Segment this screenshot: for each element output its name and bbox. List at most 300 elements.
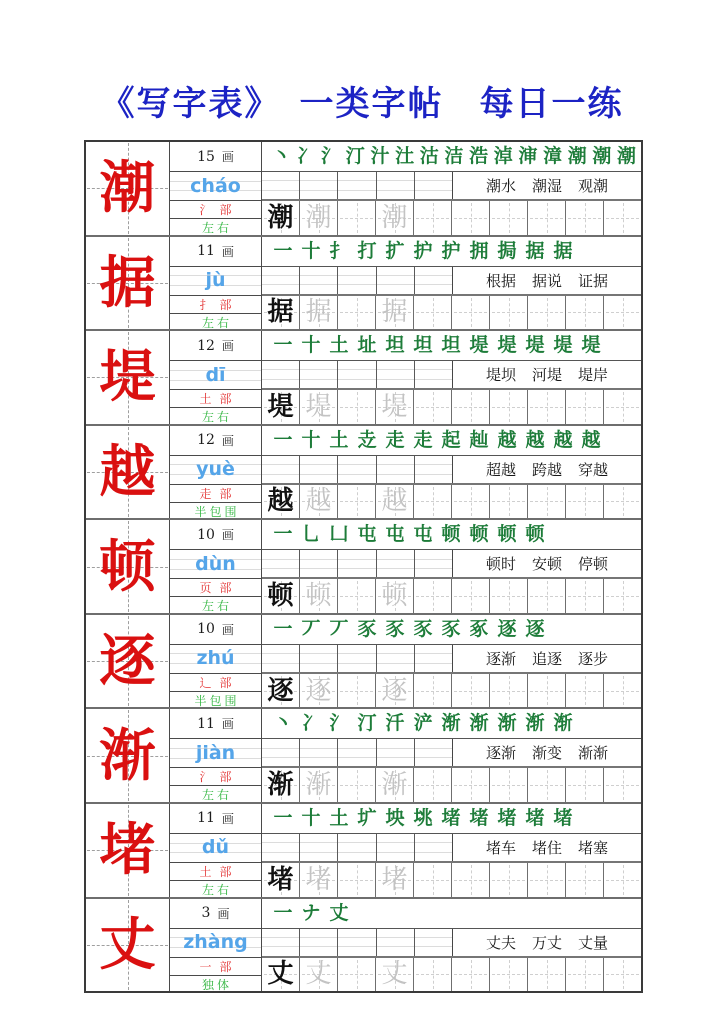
pinyin-practice-cell [415, 361, 452, 388]
stroke-step: 一 [273, 239, 293, 262]
pinyin-practice-cells [262, 361, 453, 388]
practice-cell [338, 485, 376, 519]
example-word: 逐步 [578, 649, 609, 668]
pinyin-and-words-row [262, 456, 641, 485]
practice-cell [300, 674, 338, 708]
info-column [170, 615, 262, 708]
practice-cell [376, 958, 414, 992]
stroke-step: 顿 [441, 523, 461, 546]
structure-label: 半包围 [194, 504, 240, 519]
pinyin-practice-cell [262, 456, 300, 483]
pinyin-practice-cell [415, 834, 452, 861]
stroke-step: 沽 [419, 145, 439, 167]
stroke-step: 丶 [271, 145, 291, 167]
practice-cell [262, 958, 300, 992]
stroke-step: 豕 [357, 617, 377, 640]
stroke-step: 豕 [441, 617, 461, 640]
stroke-count: 11 [197, 243, 215, 260]
stroke-step: 汘 [385, 712, 405, 735]
pinyin-cell [170, 550, 261, 579]
stroke-step: 起 [441, 428, 461, 451]
main-character-cell [86, 899, 170, 992]
pinyin-cell [170, 645, 261, 674]
practice-cell [300, 768, 338, 802]
character-row [86, 613, 641, 708]
example-word: 渐变 [531, 744, 562, 763]
stroke-order-row [262, 899, 641, 929]
pinyin-practice-cells [262, 739, 453, 766]
stroke-step: 堤 [581, 334, 601, 357]
example-word: 丈夫 [485, 933, 516, 952]
practice-cell [376, 390, 414, 424]
main-character-cell [86, 142, 170, 235]
stroke-step: 据 [553, 239, 573, 262]
stroke-step: 渖 [518, 145, 538, 167]
pinyin: jiàn [195, 741, 236, 764]
practice-cell [414, 296, 452, 330]
stroke-order-row [262, 237, 641, 267]
stroke-count: 3 [201, 905, 211, 921]
practice-cell [338, 674, 376, 708]
stroke-step: 屯 [385, 523, 405, 546]
stroke-step: 坱 [385, 806, 405, 829]
practice-section [262, 804, 641, 897]
practice-section [262, 615, 641, 708]
stroke-step: 一 [273, 806, 293, 829]
practice-cell [566, 863, 604, 897]
pinyin-practice-cell [415, 929, 452, 956]
practice-row [262, 958, 641, 992]
trace-character: 丈 [305, 959, 332, 990]
stroke-step: 护 [413, 239, 433, 262]
practice-row [262, 768, 641, 802]
practice-cell [414, 674, 452, 708]
main-character-cell [86, 426, 170, 519]
example-word: 证据 [578, 271, 609, 290]
pinyin-practice-cell [262, 172, 300, 199]
pinyin-practice-cell [377, 267, 415, 294]
stroke-step: 土 [329, 334, 349, 357]
main-character-cell [86, 237, 170, 330]
pinyin-practice-cells [262, 456, 453, 483]
stroke-step: 圹 [357, 806, 377, 829]
main-character-cell [86, 520, 170, 613]
stroke-step: 十 [301, 428, 321, 451]
practice-cell [604, 674, 641, 708]
model-character: 顿 [267, 581, 294, 612]
practice-cell [262, 674, 300, 708]
stroke-step: 豕 [413, 617, 433, 640]
structure-label: 左右 [201, 315, 232, 330]
practice-cell [262, 201, 300, 235]
practice-cell [338, 958, 376, 992]
trace-character: 越 [305, 486, 332, 517]
pinyin-cell [170, 834, 261, 863]
stroke-step: 走 [413, 428, 433, 451]
trace-character: 顿 [381, 581, 408, 612]
stroke-step: 冫 [301, 712, 321, 735]
stroke-order-row [262, 142, 641, 172]
practice-cell [376, 674, 414, 708]
stroke-step: 豖 [469, 617, 489, 640]
info-column [170, 899, 262, 992]
stroke-step: 顿 [469, 523, 489, 546]
structure-label: 左右 [201, 882, 232, 897]
stroke-step: 潮 [592, 145, 612, 167]
practice-cell [566, 485, 604, 519]
practice-section [262, 142, 641, 235]
pinyin-practice-cell [300, 456, 338, 483]
stroke-step: 屯 [357, 523, 377, 546]
stroke-step: 挶 [497, 239, 517, 262]
radical-label: 扌部 [170, 296, 261, 314]
practice-cell [262, 768, 300, 802]
stroke-step: 丆 [301, 617, 321, 640]
pinyin-practice-cell [377, 361, 415, 388]
practice-cell [528, 296, 566, 330]
pinyin-practice-cell [262, 361, 300, 388]
trace-character: 堵 [381, 864, 408, 895]
pinyin-cell [170, 456, 261, 485]
structure-label: 左右 [201, 221, 232, 235]
stroke-step: 乚 [301, 523, 321, 546]
practice-cell [566, 674, 604, 708]
example-word: 逐渐 [485, 649, 516, 668]
example-words [453, 739, 641, 766]
pinyin: zhú [196, 647, 235, 670]
stroke-count: 12 [197, 337, 215, 354]
pinyin-practice-cells [262, 550, 453, 577]
practice-cell [376, 296, 414, 330]
character-row [86, 424, 641, 519]
stroke-unit-label: 画 [221, 528, 234, 543]
stroke-unit-label: 画 [221, 433, 234, 448]
practice-cell [528, 485, 566, 519]
stroke-unit-label: 画 [221, 717, 234, 732]
practice-cell [300, 958, 338, 992]
pinyin-practice-cell [377, 172, 415, 199]
pinyin-practice-cell [377, 456, 415, 483]
stroke-step: 堤 [525, 334, 545, 357]
practice-row [262, 201, 641, 235]
stroke-count-cell [170, 615, 261, 645]
stroke-step: 土 [329, 806, 349, 829]
structure-label: 半包围 [194, 693, 240, 708]
pinyin-and-words-row [262, 267, 641, 296]
stroke-step: 淖 [493, 145, 513, 167]
stroke-step: 渐 [469, 712, 489, 735]
example-word: 堵住 [531, 838, 562, 857]
stroke-count-cell [170, 804, 261, 834]
pinyin: zhàng [183, 931, 248, 953]
stroke-step: 氵 [329, 712, 349, 735]
practice-cell [338, 579, 376, 613]
example-words [453, 645, 641, 672]
pinyin-practice-cell [300, 550, 338, 577]
example-word: 堤坝 [485, 366, 516, 385]
model-character: 堵 [267, 864, 294, 895]
practice-cell [528, 768, 566, 802]
practice-cell [528, 958, 566, 992]
example-word: 丈量 [578, 933, 609, 952]
practice-cell [300, 579, 338, 613]
structure-label: 左右 [201, 410, 232, 425]
stroke-step: 渐 [497, 712, 517, 735]
example-word: 渐渐 [578, 744, 609, 763]
practice-cell [528, 201, 566, 235]
stroke-count-cell [170, 520, 261, 550]
stroke-count: 10 [197, 621, 215, 638]
stroke-order-row [262, 615, 641, 645]
pinyin-cell [170, 267, 261, 296]
pinyin-cell [170, 172, 261, 201]
stroke-step: 堵 [525, 806, 545, 829]
trace-character: 据 [381, 297, 408, 328]
example-words [453, 834, 641, 861]
practice-cell [528, 674, 566, 708]
stroke-step: 赱 [357, 428, 377, 451]
practice-cell [452, 863, 490, 897]
trace-character: 潮 [381, 202, 408, 233]
pinyin-and-words-row [262, 172, 641, 201]
main-character: 越 [99, 438, 156, 505]
stroke-step: 打 [357, 239, 377, 262]
character-row [86, 329, 641, 424]
stroke-step: 氵 [321, 145, 341, 167]
example-word: 追逐 [531, 649, 562, 668]
stroke-step: 赸 [469, 428, 489, 451]
stroke-step: 一 [273, 617, 293, 640]
practice-cell [414, 579, 452, 613]
stroke-step: 扌 [329, 239, 349, 262]
stroke-step: 渐 [553, 712, 573, 735]
pinyin-practice-cell [415, 456, 452, 483]
practice-cell [376, 201, 414, 235]
example-word: 河堤 [531, 366, 562, 385]
practice-cell [528, 579, 566, 613]
radical-label: 一部 [170, 958, 261, 976]
stroke-step: 浩 [469, 145, 489, 167]
practice-cell [490, 958, 528, 992]
pinyin-cell [170, 361, 261, 390]
stroke-step: 拥 [469, 239, 489, 262]
practice-cell [452, 768, 490, 802]
pinyin-practice-cell [338, 267, 376, 294]
practice-row [262, 863, 641, 897]
stroke-step: 堵 [441, 806, 461, 829]
pinyin: yuè [196, 458, 235, 481]
pinyin-practice-cells [262, 834, 453, 861]
radical-label: 走部 [170, 485, 261, 503]
stroke-step: 一 [273, 523, 293, 546]
stroke-count: 15 [197, 148, 215, 165]
example-word: 顿时 [485, 555, 516, 574]
practice-cell [490, 390, 528, 424]
trace-character: 渐 [381, 770, 408, 801]
trace-character: 丈 [381, 959, 408, 990]
stroke-count: 11 [197, 810, 215, 827]
practice-cell [566, 768, 604, 802]
practice-cell [604, 863, 641, 897]
info-column [170, 142, 262, 235]
stroke-step: 逐 [497, 617, 517, 640]
stroke-step: 洁 [444, 145, 464, 167]
stroke-step: 丈 [329, 901, 349, 924]
pinyin-practice-cells [262, 929, 453, 956]
practice-row [262, 296, 641, 330]
pinyin-practice-cell [338, 929, 376, 956]
stroke-count: 11 [197, 715, 215, 732]
pinyin-practice-cell [300, 834, 338, 861]
radical-label: 页部 [170, 579, 261, 597]
practice-cell [604, 296, 641, 330]
model-character: 越 [267, 486, 294, 517]
pinyin-practice-cell [338, 834, 376, 861]
stroke-step: 堤 [497, 334, 517, 357]
pinyin-practice-cell [300, 172, 338, 199]
practice-section [262, 709, 641, 802]
practice-cell [262, 485, 300, 519]
structure-label: 左右 [201, 599, 232, 614]
pinyin-practice-cell [262, 739, 300, 766]
stroke-step: 堤 [469, 334, 489, 357]
main-character: 堤 [99, 344, 156, 411]
practice-cell [528, 390, 566, 424]
pinyin-practice-cells [262, 267, 453, 294]
main-character: 渐 [99, 722, 156, 789]
stroke-unit-label: 画 [217, 906, 230, 921]
stroke-step: 逐 [525, 617, 545, 640]
stroke-step: 坦 [413, 334, 433, 357]
stroke-step: 走 [385, 428, 405, 451]
pinyin-practice-cell [377, 645, 415, 672]
character-row [86, 707, 641, 802]
stroke-count-cell [170, 142, 261, 172]
practice-cell [490, 485, 528, 519]
trace-character: 逐 [381, 675, 408, 706]
trace-character: 据 [305, 297, 332, 328]
practice-cell [604, 958, 641, 992]
stroke-step: 丆 [329, 617, 349, 640]
trace-character: 逐 [305, 675, 332, 706]
example-word: 逐渐 [485, 744, 516, 763]
practice-cell [414, 958, 452, 992]
stroke-step: 越 [553, 428, 573, 451]
pinyin-practice-cell [262, 834, 300, 861]
main-character-cell [86, 615, 170, 708]
character-row [86, 142, 641, 235]
pinyin-practice-cell [415, 267, 452, 294]
practice-cell [490, 768, 528, 802]
stroke-step: 漳 [543, 145, 563, 167]
stroke-step: 土 [329, 428, 349, 451]
info-column [170, 331, 262, 424]
radical-label: 土部 [170, 390, 261, 408]
practice-cell [338, 201, 376, 235]
practice-cell [376, 863, 414, 897]
practice-row [262, 579, 641, 613]
example-word: 潮湿 [531, 177, 562, 195]
pinyin-cell [170, 929, 261, 958]
stroke-unit-label: 画 [221, 622, 234, 637]
practice-cell [566, 296, 604, 330]
example-word: 堵塞 [578, 838, 609, 857]
pinyin: jù [205, 269, 226, 292]
pinyin-practice-cell [377, 550, 415, 577]
stroke-step: 堵 [497, 806, 517, 829]
pinyin-practice-cell [300, 929, 338, 956]
stroke-step: 护 [441, 239, 461, 262]
main-character: 逐 [99, 628, 156, 695]
info-column [170, 237, 262, 330]
stroke-step: 垗 [413, 806, 433, 829]
pinyin-and-words-row [262, 361, 641, 390]
character-row [86, 802, 641, 897]
structure-label: 左右 [201, 788, 232, 803]
practice-cell [604, 579, 641, 613]
stroke-order-row [262, 331, 641, 361]
main-character-cell [86, 709, 170, 802]
practice-cell [414, 201, 452, 235]
practice-cell [376, 485, 414, 519]
example-words [453, 267, 641, 294]
stroke-count-cell [170, 426, 261, 456]
pinyin-and-words-row [262, 834, 641, 863]
example-words [453, 172, 641, 199]
stroke-step: 汁 [370, 145, 390, 167]
pinyin-practice-cell [262, 550, 300, 577]
pinyin-practice-cell [377, 834, 415, 861]
stroke-unit-label: 画 [221, 244, 234, 259]
practice-cell [490, 674, 528, 708]
practice-cell [490, 201, 528, 235]
practice-cell [300, 296, 338, 330]
character-practice-table [84, 140, 643, 993]
practice-cell [414, 390, 452, 424]
practice-cell [338, 390, 376, 424]
example-word: 堵车 [485, 838, 516, 857]
example-word: 观潮 [578, 177, 609, 195]
pinyin-practice-cell [377, 929, 415, 956]
stroke-step: 堵 [553, 806, 573, 829]
stroke-step: 越 [497, 428, 517, 451]
practice-cell [414, 768, 452, 802]
pinyin-and-words-row [262, 550, 641, 579]
stroke-step: 潮 [567, 145, 587, 167]
practice-cell [300, 863, 338, 897]
practice-cell [376, 768, 414, 802]
pinyin-practice-cell [415, 645, 452, 672]
stroke-step: 十 [301, 334, 321, 357]
stroke-step: 十 [301, 239, 321, 262]
example-word: 穿越 [578, 460, 609, 479]
stroke-unit-label: 画 [221, 811, 234, 826]
stroke-step: 潮 [617, 145, 637, 167]
pinyin-practice-cell [415, 172, 452, 199]
stroke-step: 汀 [357, 712, 377, 735]
stroke-unit-label: 画 [221, 150, 234, 164]
model-character: 丈 [267, 959, 294, 990]
stroke-step: 扩 [385, 239, 405, 262]
trace-character: 堤 [381, 391, 408, 422]
radical-label: 土部 [170, 863, 261, 881]
stroke-count: 12 [197, 432, 215, 449]
stroke-step: 顿 [525, 523, 545, 546]
pinyin-practice-cell [415, 550, 452, 577]
pinyin-practice-cell [338, 739, 376, 766]
stroke-step: 冫 [296, 145, 316, 167]
stroke-order-row [262, 709, 641, 739]
